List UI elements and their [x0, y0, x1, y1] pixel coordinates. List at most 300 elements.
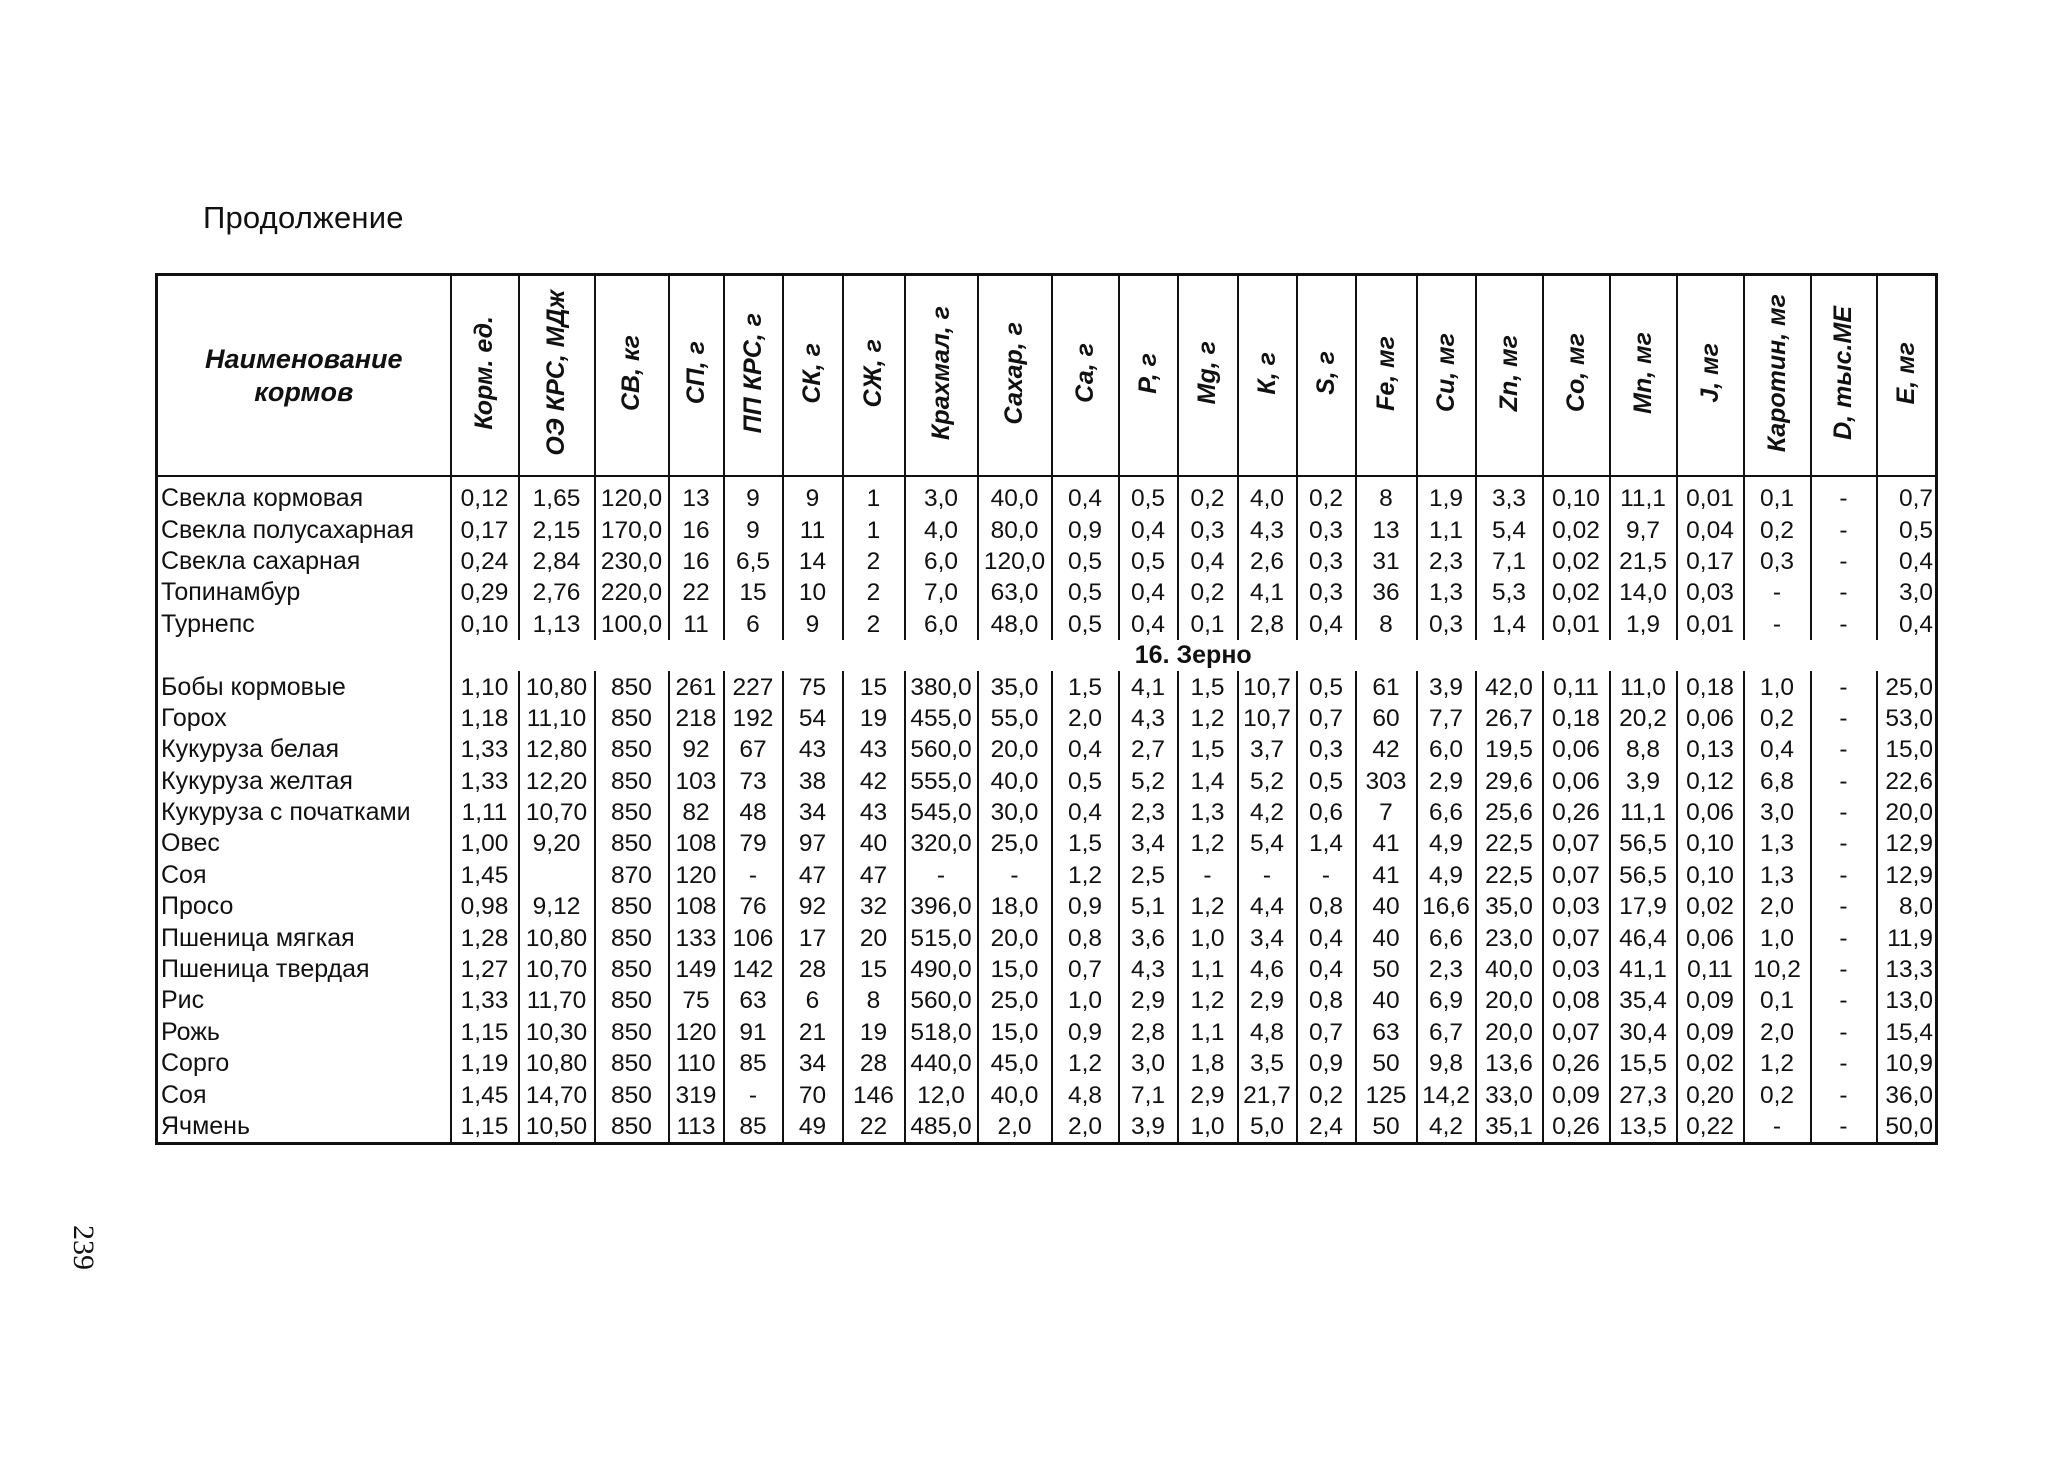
value-cell: 1: [843, 476, 905, 514]
value-cell: 3,4: [1238, 922, 1297, 953]
value-cell: 35,1: [1476, 1111, 1543, 1144]
value-cell: 0,2: [1178, 577, 1238, 608]
value-cell: 0,5: [1119, 476, 1178, 514]
value-cell: 28: [783, 954, 843, 985]
table-row: [157, 476, 1937, 514]
value-cell: 0,01: [1677, 609, 1744, 640]
value-cell: 6,0: [905, 546, 978, 577]
value-cell: 3,0: [1744, 797, 1811, 828]
value-cell: 2,9: [1178, 1079, 1238, 1110]
value-cell: 1,4: [1297, 828, 1356, 859]
column-header: [1877, 275, 1937, 477]
feed-name-cell: Пшеница мягкая: [157, 922, 451, 953]
value-cell: 2,9: [1238, 985, 1297, 1016]
value-cell: 47: [843, 860, 905, 891]
value-cell: 1,1: [1178, 1017, 1238, 1048]
value-cell: 2: [843, 577, 905, 608]
value-cell: 1,0: [1178, 922, 1238, 953]
value-cell: 4,1: [1238, 577, 1297, 608]
value-cell: 220,0: [595, 577, 669, 608]
value-cell: 15,4: [1877, 1017, 1937, 1048]
value-cell: 13,0: [1877, 985, 1937, 1016]
value-cell: 0,10: [451, 609, 519, 640]
value-cell: 1: [843, 514, 905, 545]
value-cell: 545,0: [905, 797, 978, 828]
value-cell: 1,9: [1610, 609, 1677, 640]
value-cell: 1,0: [1052, 985, 1119, 1016]
value-cell: 227: [724, 671, 783, 702]
value-cell: 7,7: [1417, 703, 1476, 734]
value-cell: 1,45: [451, 1079, 519, 1110]
value-cell: 42: [843, 766, 905, 797]
value-cell: 47: [783, 860, 843, 891]
value-cell: -: [978, 860, 1052, 891]
value-cell: 0,3: [1297, 514, 1356, 545]
value-cell: 60: [1356, 703, 1417, 734]
feed-name-cell: Свекла полусахарная: [157, 514, 451, 545]
column-header-label: Сахар, г: [1000, 321, 1028, 425]
table-row: [157, 860, 1937, 891]
value-cell: 870: [595, 860, 669, 891]
value-cell: 5,1: [1119, 891, 1178, 922]
value-cell: 4,8: [1052, 1079, 1119, 1110]
value-cell: 17: [783, 922, 843, 953]
value-cell: 5,3: [1476, 577, 1543, 608]
value-cell: 91: [724, 1017, 783, 1048]
value-cell: 0,07: [1543, 860, 1610, 891]
value-cell: 0,9: [1052, 514, 1119, 545]
value-cell: 2,15: [519, 514, 595, 545]
value-cell: 92: [669, 734, 724, 765]
value-cell: 0,9: [1297, 1048, 1356, 1079]
column-header: [1744, 275, 1811, 477]
value-cell: 85: [724, 1111, 783, 1144]
value-cell: 48: [724, 797, 783, 828]
value-cell: 0,02: [1677, 891, 1744, 922]
value-cell: 30,4: [1610, 1017, 1677, 1048]
value-cell: 2,7: [1119, 734, 1178, 765]
value-cell: 10,70: [519, 954, 595, 985]
value-cell: 2,0: [978, 1111, 1052, 1144]
value-cell: 0,10: [1543, 476, 1610, 514]
value-cell: 14,70: [519, 1079, 595, 1110]
value-cell: 0,18: [1677, 671, 1744, 702]
value-cell: 5,0: [1238, 1111, 1297, 1144]
value-cell: 20,2: [1610, 703, 1677, 734]
value-cell: 13: [669, 476, 724, 514]
value-cell: 0,5: [1052, 609, 1119, 640]
value-cell: 0,17: [451, 514, 519, 545]
value-cell: 5,2: [1238, 766, 1297, 797]
value-cell: 230,0: [595, 546, 669, 577]
value-cell: 3,0: [1877, 577, 1937, 608]
table-row: [157, 1017, 1937, 1048]
value-cell: 0,01: [1677, 476, 1744, 514]
feed-name-cell: Ячмень: [157, 1111, 451, 1144]
value-cell: 850: [595, 828, 669, 859]
value-cell: 21,7: [1238, 1079, 1297, 1110]
value-cell: 18,0: [978, 891, 1052, 922]
value-cell: 20: [843, 922, 905, 953]
value-cell: 0,4: [1297, 609, 1356, 640]
value-cell: 63: [1356, 1017, 1417, 1048]
value-cell: 11,1: [1610, 797, 1677, 828]
value-cell: 0,6: [1297, 797, 1356, 828]
value-cell: 4,9: [1417, 860, 1476, 891]
value-cell: 8,0: [1877, 891, 1937, 922]
value-cell: 6,0: [1417, 734, 1476, 765]
value-cell: 27,3: [1610, 1079, 1677, 1110]
value-cell: 0,5: [1119, 546, 1178, 577]
value-cell: 49: [783, 1111, 843, 1144]
value-cell: 35,0: [978, 671, 1052, 702]
value-cell: -: [1811, 985, 1877, 1016]
value-cell: 50: [1356, 1111, 1417, 1144]
value-cell: -: [905, 860, 978, 891]
value-cell: 1,0: [1744, 671, 1811, 702]
column-header: [1297, 275, 1356, 477]
value-cell: 0,5: [1877, 514, 1937, 545]
value-cell: -: [1811, 1048, 1877, 1079]
value-cell: 2: [843, 609, 905, 640]
value-cell: 3,3: [1476, 476, 1543, 514]
value-cell: 0,8: [1297, 985, 1356, 1016]
column-header-label: D, тыс.МЕ: [1829, 306, 1857, 440]
value-cell: 0,3: [1297, 734, 1356, 765]
name-column-header: Наименование кормов: [157, 275, 451, 477]
feed-name-cell: Топинамбур: [157, 577, 451, 608]
value-cell: -: [1811, 1079, 1877, 1110]
value-cell: 1,5: [1178, 734, 1238, 765]
value-cell: 11,70: [519, 985, 595, 1016]
table-row: [157, 546, 1937, 577]
value-cell: 10,30: [519, 1017, 595, 1048]
value-cell: 6: [783, 985, 843, 1016]
value-cell: 25,0: [978, 828, 1052, 859]
value-cell: 41: [1356, 860, 1417, 891]
value-cell: 2,0: [1744, 891, 1811, 922]
value-cell: 33,0: [1476, 1079, 1543, 1110]
value-cell: 120,0: [595, 476, 669, 514]
value-cell: 79: [724, 828, 783, 859]
value-cell: 0,02: [1543, 514, 1610, 545]
value-cell: 17,9: [1610, 891, 1677, 922]
value-cell: 22: [669, 577, 724, 608]
value-cell: 0,8: [1052, 922, 1119, 953]
value-cell: 1,2: [1178, 828, 1238, 859]
value-cell: 0,7: [1297, 703, 1356, 734]
feed-name-cell: Сорго: [157, 1048, 451, 1079]
column-header: [595, 275, 669, 477]
value-cell: 1,15: [451, 1017, 519, 1048]
value-cell: 850: [595, 891, 669, 922]
value-cell: 19,5: [1476, 734, 1543, 765]
value-cell: 0,7: [1052, 954, 1119, 985]
value-cell: -: [1811, 514, 1877, 545]
value-cell: 97: [783, 828, 843, 859]
value-cell: 133: [669, 922, 724, 953]
value-cell: 10: [783, 577, 843, 608]
section-row: [157, 640, 1937, 671]
value-cell: 142: [724, 954, 783, 985]
value-cell: 6,5: [724, 546, 783, 577]
value-cell: 0,01: [1543, 609, 1610, 640]
value-cell: 3,9: [1119, 1111, 1178, 1144]
value-cell: 5,4: [1476, 514, 1543, 545]
value-cell: 0,26: [1543, 1048, 1610, 1079]
value-cell: 0,3: [1744, 546, 1811, 577]
column-header-label: СВ, кг: [617, 334, 645, 411]
value-cell: 0,9: [1052, 891, 1119, 922]
value-cell: 120,0: [978, 546, 1052, 577]
value-cell: 1,33: [451, 985, 519, 1016]
value-cell: 0,4: [1052, 476, 1119, 514]
column-header-label: Р, г: [1133, 352, 1162, 394]
value-cell: 1,4: [1178, 766, 1238, 797]
value-cell: 41,1: [1610, 954, 1677, 985]
value-cell: -: [1178, 860, 1238, 891]
table-row: [157, 1111, 1937, 1144]
value-cell: 0,18: [1543, 703, 1610, 734]
value-cell: 0,02: [1677, 1048, 1744, 1079]
value-cell: 12,80: [519, 734, 595, 765]
value-cell: 1,2: [1052, 860, 1119, 891]
value-cell: 14,2: [1417, 1079, 1476, 1110]
column-header: [1543, 275, 1610, 477]
value-cell: 7: [1356, 797, 1417, 828]
value-cell: 2,0: [1744, 1017, 1811, 1048]
value-cell: 7,1: [1119, 1079, 1178, 1110]
column-header-label: ОЭ КРС, МДж: [542, 290, 570, 456]
value-cell: 0,3: [1417, 609, 1476, 640]
value-cell: 2,0: [1052, 1111, 1119, 1144]
column-header-label: Zn, мг: [1494, 334, 1523, 412]
value-cell: 4,0: [1238, 476, 1297, 514]
value-cell: 0,09: [1543, 1079, 1610, 1110]
value-cell: 22,5: [1476, 828, 1543, 859]
value-cell: 1,3: [1178, 797, 1238, 828]
value-cell: 10,80: [519, 1048, 595, 1079]
value-cell: 380,0: [905, 671, 978, 702]
value-cell: 53,0: [1877, 703, 1937, 734]
value-cell: 70: [783, 1079, 843, 1110]
value-cell: -: [1744, 577, 1811, 608]
value-cell: 21,5: [1610, 546, 1677, 577]
value-cell: 2,0: [1052, 703, 1119, 734]
value-cell: 14,0: [1610, 577, 1677, 608]
value-cell: 9,8: [1417, 1048, 1476, 1079]
value-cell: 15,0: [978, 954, 1052, 985]
value-cell: 26,7: [1476, 703, 1543, 734]
value-cell: 108: [669, 891, 724, 922]
value-cell: -: [1811, 703, 1877, 734]
value-cell: 0,06: [1677, 797, 1744, 828]
value-cell: 56,5: [1610, 860, 1677, 891]
value-cell: 10,50: [519, 1111, 595, 1144]
value-cell: 41: [1356, 828, 1417, 859]
value-cell: 1,2: [1178, 891, 1238, 922]
value-cell: -: [1811, 577, 1877, 608]
value-cell: 43: [843, 797, 905, 828]
table-body: [157, 476, 1937, 1144]
value-cell: 13,3: [1877, 954, 1937, 985]
column-header-label: СЖ, г: [859, 338, 887, 408]
value-cell: 1,3: [1417, 577, 1476, 608]
value-cell: 40,0: [1476, 954, 1543, 985]
value-cell: 0,20: [1677, 1079, 1744, 1110]
value-cell: 4,0: [905, 514, 978, 545]
value-cell: 16: [669, 546, 724, 577]
value-cell: 560,0: [905, 734, 978, 765]
column-header-label: Со, мг: [1561, 333, 1590, 413]
value-cell: 10,70: [519, 797, 595, 828]
column-header: [519, 275, 595, 477]
value-cell: 63,0: [978, 577, 1052, 608]
table-row: [157, 734, 1937, 765]
value-cell: 16: [669, 514, 724, 545]
value-cell: 50,0: [1877, 1111, 1937, 1144]
value-cell: 7,1: [1476, 546, 1543, 577]
value-cell: 1,15: [451, 1111, 519, 1144]
value-cell: 0,4: [1052, 734, 1119, 765]
value-cell: 6,0: [905, 609, 978, 640]
column-header: [1238, 275, 1297, 477]
value-cell: 20,0: [978, 734, 1052, 765]
column-header: [1178, 275, 1238, 477]
value-cell: 0,3: [1297, 577, 1356, 608]
value-cell: 15: [843, 671, 905, 702]
value-cell: 73: [724, 766, 783, 797]
value-cell: 0,4: [1052, 797, 1119, 828]
value-cell: 8,8: [1610, 734, 1677, 765]
value-cell: 1,9: [1417, 476, 1476, 514]
value-cell: 3,7: [1238, 734, 1297, 765]
value-cell: 9,7: [1610, 514, 1677, 545]
value-cell: 0,06: [1677, 922, 1744, 953]
value-cell: 0,2: [1744, 514, 1811, 545]
value-cell: 6,9: [1417, 985, 1476, 1016]
value-cell: 440,0: [905, 1048, 978, 1079]
feed-name-cell: Рожь: [157, 1017, 451, 1048]
value-cell: 1,13: [519, 609, 595, 640]
value-cell: 13: [1356, 514, 1417, 545]
value-cell: 0,06: [1543, 734, 1610, 765]
page-number: 239: [67, 1225, 100, 1270]
value-cell: 0,26: [1543, 797, 1610, 828]
value-cell: 0,9: [1052, 1017, 1119, 1048]
value-cell: -: [1297, 860, 1356, 891]
value-cell: 850: [595, 954, 669, 985]
column-header: [978, 275, 1052, 477]
value-cell: 9,20: [519, 828, 595, 859]
value-cell: 3,9: [1610, 766, 1677, 797]
value-cell: 9: [724, 476, 783, 514]
value-cell: 36: [1356, 577, 1417, 608]
column-header: [724, 275, 783, 477]
value-cell: 0,4: [1744, 734, 1811, 765]
value-cell: 11,9: [1877, 922, 1937, 953]
feed-name-cell: Пшеница твердая: [157, 954, 451, 985]
value-cell: 4,3: [1119, 954, 1178, 985]
value-cell: 40: [843, 828, 905, 859]
value-cell: 10,80: [519, 671, 595, 702]
feed-name-cell: Кукуруза желтая: [157, 766, 451, 797]
value-cell: 1,3: [1744, 860, 1811, 891]
value-cell: 25,0: [978, 985, 1052, 1016]
value-cell: 850: [595, 671, 669, 702]
value-cell: -: [1811, 828, 1877, 859]
value-cell: 4,3: [1238, 514, 1297, 545]
column-header-label: Mn, мг: [1628, 332, 1657, 414]
value-cell: 5,4: [1238, 828, 1297, 859]
value-cell: 0,09: [1677, 985, 1744, 1016]
column-header-label: Mg, г: [1193, 341, 1221, 405]
feed-name-cell: Горох: [157, 703, 451, 734]
value-cell: 0,5: [1052, 577, 1119, 608]
value-cell: 12,0: [905, 1079, 978, 1110]
value-cell: 1,28: [451, 922, 519, 953]
value-cell: 54: [783, 703, 843, 734]
value-cell: 1,27: [451, 954, 519, 985]
value-cell: 2,5: [1119, 860, 1178, 891]
value-cell: 2,6: [1238, 546, 1297, 577]
value-cell: 850: [595, 734, 669, 765]
value-cell: 106: [724, 922, 783, 953]
value-cell: 0,17: [1677, 546, 1744, 577]
value-cell: 0,4: [1119, 577, 1178, 608]
value-cell: 1,2: [1178, 703, 1238, 734]
column-header-label: Крахмал, г: [926, 306, 955, 440]
column-header-label: К, г: [1252, 351, 1281, 395]
column-header-label: Корм. ед.: [470, 316, 498, 430]
value-cell: 25,6: [1476, 797, 1543, 828]
value-cell: 1,19: [451, 1048, 519, 1079]
feed-name-cell: Рис: [157, 985, 451, 1016]
value-cell: 11,1: [1610, 476, 1677, 514]
value-cell: 1,4: [1476, 609, 1543, 640]
value-cell: 320,0: [905, 828, 978, 859]
section-spacer-cell: [157, 640, 451, 671]
value-cell: 25,0: [1877, 671, 1937, 702]
value-cell: 0,7: [1297, 1017, 1356, 1048]
value-cell: 0,07: [1543, 922, 1610, 953]
value-cell: 0,24: [451, 546, 519, 577]
value-cell: 0,98: [451, 891, 519, 922]
table-row: [157, 1048, 1937, 1079]
value-cell: 1,10: [451, 671, 519, 702]
value-cell: 35,0: [1476, 891, 1543, 922]
value-cell: 149: [669, 954, 724, 985]
value-cell: 1,8: [1178, 1048, 1238, 1079]
value-cell: 80,0: [978, 514, 1052, 545]
value-cell: 15,0: [1877, 734, 1937, 765]
value-cell: 0,11: [1677, 954, 1744, 985]
value-cell: 0,2: [1297, 476, 1356, 514]
value-cell: 0,4: [1877, 546, 1937, 577]
value-cell: 40: [1356, 985, 1417, 1016]
value-cell: 560,0: [905, 985, 978, 1016]
value-cell: 12,20: [519, 766, 595, 797]
value-cell: 485,0: [905, 1111, 978, 1144]
value-cell: 1,0: [1744, 922, 1811, 953]
value-cell: 192: [724, 703, 783, 734]
value-cell: 0,10: [1677, 860, 1744, 891]
value-cell: -: [1744, 1111, 1811, 1144]
value-cell: 3,9: [1417, 671, 1476, 702]
value-cell: 22,5: [1476, 860, 1543, 891]
column-header: [669, 275, 724, 477]
value-cell: -: [1811, 671, 1877, 702]
